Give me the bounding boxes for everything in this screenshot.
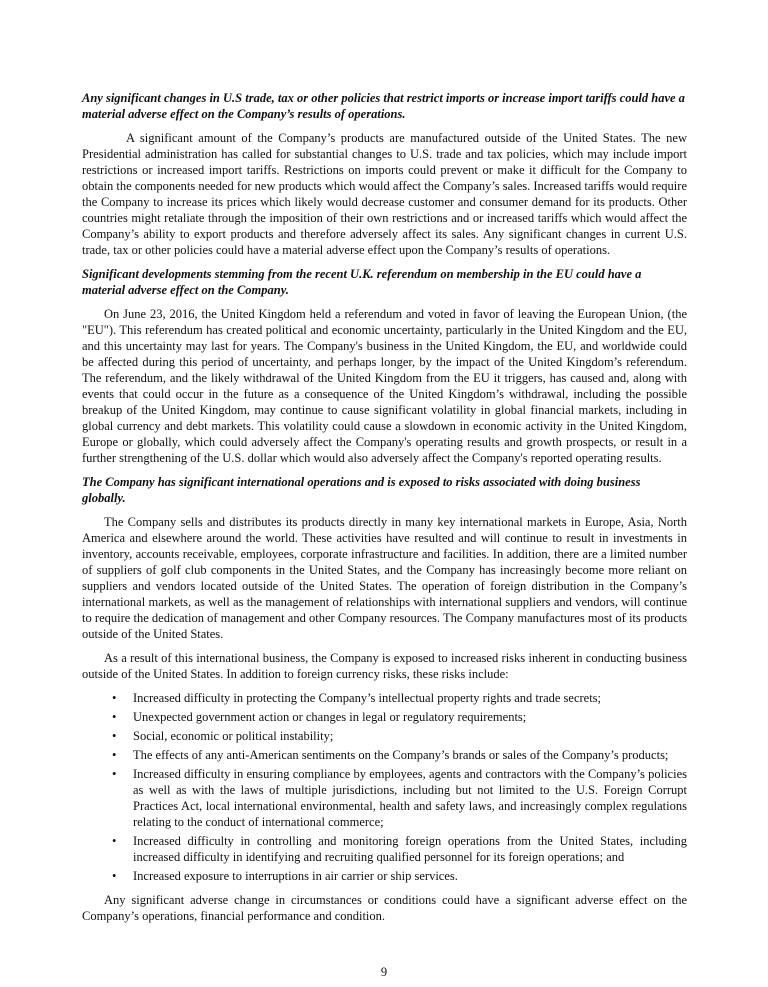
list-item [82,766,687,830]
bullet-icon: • [112,767,117,781]
paragraph: On June 23, 2016, the United Kingdom held a referendum and voted in favor of leaving the European Union, (the "EU"). This referendum has created political and economic uncertainty, particularly in the United Kingdom and the EU, and this uncertainty may last for years. The Company's business in the United Kingdom, the EU, and worldwide could be affected during this period of uncertainty, and perhaps longer, by the impact of the United Kingdom’s referendum. The referendum, and the likely withdrawal of the United Kingdom from the EU it triggers, has caused and, along with events that could occur in the future as a consequence of the United Kingdom’s withdrawal, including the possible breakup of the United Kingdom, may continue to cause significant volatility in global financial markets, including in global currency and debt markets. This volatility could cause a slowdown in economic activity in the United Kingdom, Europe or globally, which could adversely affect the Company's operating results and growth prospects, or result in a further strengthening of the U.S. dollar which would also adversely affect the Company's reported operating results. [82,307,687,465]
paragraph: A significant amount of the Company’s products are manufactured outside of the United States. The new Presidential administration has called for substantial changes to U.S. trade and tax policies, which may include import restrictions or increased import tariffs. Restrictions on imports could prevent or make it difficult for the Company to obtain the components needed for new products which would affect the Company’s sales. Increased tariffs would require the Company to increase its prices which likely would decrease customer and consumer demand for its products. Other countries might retaliate through the imposition of their own restrictions and or increased tariffs which would affect the Company’s ability to export products and therefore adversely affect its sales. Any significant changes in current U.S. trade, tax or other policies could have a material adverse effect upon the Company’s results of operations. [82,131,687,257]
list-item [82,868,687,884]
paragraph: As a result of this international business, the Company is exposed to increased risks inherent in conducting business outside of the United States. In addition to foreign currency risks, these risks include: [82,651,687,681]
paragraph: Any significant adverse change in circumstances or conditions could have a significant adverse effect on the Company’s operations, financial performance and condition. [82,893,687,923]
bullet-icon: • [112,691,117,705]
list-item-text: Increased difficulty in protecting the Company’s intellectual property rights and trade secrets; [133,691,602,705]
list-item [82,833,687,865]
bullet-icon: • [112,729,117,743]
list-item-text: Increased exposure to interruptions in air carrier or ship services. [133,869,458,883]
section-heading: The Company has significant international operations and is exposed to risks associated with doing business globally. [82,475,641,505]
page-number: 9 [380,965,388,979]
list-item [82,728,687,744]
list-item-text: Social, economic or political instability; [133,729,334,743]
list-item-text: Increased difficulty in ensuring compliance by employees, agents and contractors with the Company’s policies as well as with the laws of multiple jurisdictions, including but not limited to the U.S. Foreign Corrupt Practices Act, local international environmental, health and safety laws, and increasingly complex regulations relating to the conduct of international commerce; [133,767,687,829]
list-item-text: The effects of any anti-American sentiments on the Company’s brands or sales of the Company’s products; [133,748,669,762]
bullet-icon: • [112,869,117,883]
bullet-icon: • [112,710,117,724]
list-item [82,747,687,763]
document-page [82,0,687,924]
list-item [82,690,687,706]
list-item [82,709,687,725]
paragraph: The Company sells and distributes its products directly in many key international markets in Europe, Asia, North America and elsewhere around the world. These activities have resulted and will continue to result in investments in inventory, accounts receivable, employees, corporate infrastructure and facilities. In addition, there are a limited number of suppliers of golf club components in the United States, and the Company has increasingly become more reliant on suppliers and vendors located outside of the United States. The operation of foreign distribution in the Company’s international markets, as well as the management of relationships with international suppliers and vendors, will continue to require the dedication of management and other Company resources. The Company manufactures most of its products outside of the United States. [82,515,687,641]
list-item-text: Increased difficulty in controlling and monitoring foreign operations from the United States, including increased difficulty in identifying and recruiting qualified personnel for its foreign operations; and [133,834,687,864]
list-item-text: Unexpected government action or changes in legal or regulatory requirements; [133,710,527,724]
bullet-icon: • [112,834,117,848]
section-heading: Any significant changes in U.S trade, tax or other policies that restrict imports or increase import tariffs could have a material adverse effect on the Company’s results of operations. [82,91,685,121]
section-heading: Significant developments stemming from the recent U.K. referendum on membership in the EU could have a material adverse effect on the Company. [82,267,642,297]
bullet-icon: • [112,748,117,762]
risk-list [82,690,687,884]
